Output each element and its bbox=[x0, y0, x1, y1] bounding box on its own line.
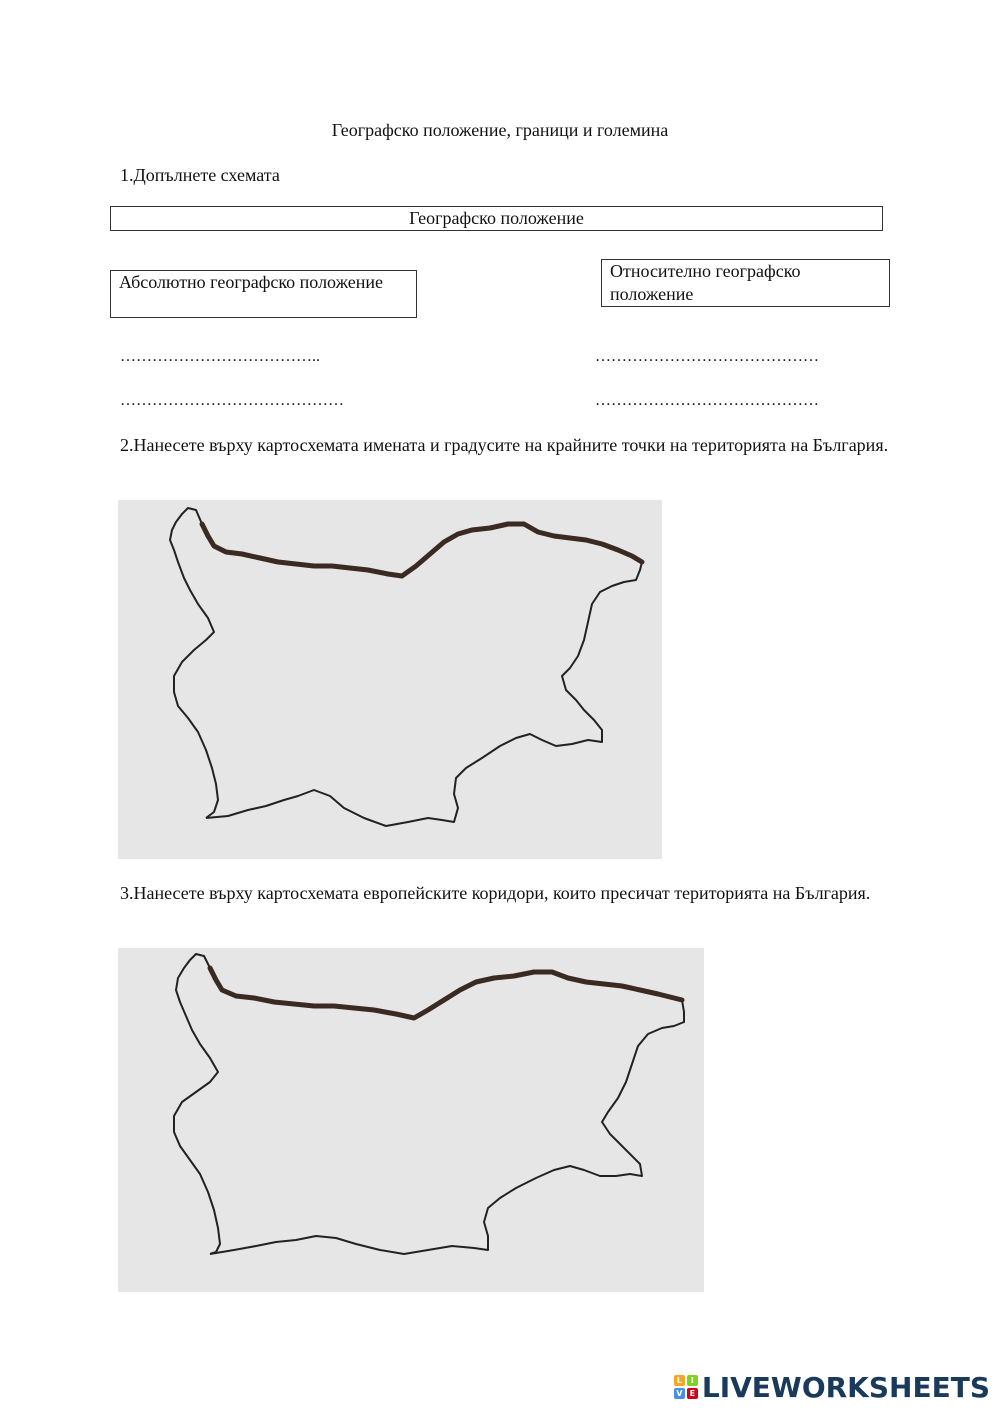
question-1: 1.Допълнете схемата bbox=[120, 165, 280, 185]
answer-line-left-1[interactable]: ……………………………….. bbox=[120, 348, 320, 365]
scheme-relative-box: Относително географско положение bbox=[601, 259, 890, 307]
question-3: 3.Нанесете върху картосхемата европейските коридори, които пресичат територията на България. bbox=[120, 883, 871, 903]
logo-mark-e: E bbox=[687, 1388, 698, 1399]
bulgaria-map-2[interactable] bbox=[118, 948, 704, 1292]
logo-mark-i: I bbox=[687, 1375, 698, 1386]
page-title: Географско положение, граници и големина bbox=[331, 120, 669, 140]
bulgaria-map-1[interactable] bbox=[118, 500, 662, 859]
logo-text: LIVEWORKSHEETS bbox=[701, 1370, 990, 1404]
logo-mark-l: L bbox=[674, 1375, 685, 1386]
answer-line-right-1[interactable]: …………………………………… bbox=[595, 348, 819, 365]
logo-mark-v: V bbox=[674, 1388, 685, 1399]
bulgaria-outline-2 bbox=[118, 948, 704, 1292]
scheme-absolute-box: Абсолютно географско положение bbox=[110, 270, 417, 318]
question-2: 2.Нанесете върху картосхемата имената и градусите на крайните точки на територията на България. bbox=[120, 435, 889, 455]
scheme-main-box: Географско положение bbox=[110, 206, 883, 231]
bulgaria-outline-1 bbox=[118, 500, 662, 859]
answer-line-left-2[interactable]: …………………………………… bbox=[120, 392, 344, 409]
liveworksheets-mark-icon bbox=[674, 1375, 698, 1399]
answer-line-right-2[interactable]: …………………………………… bbox=[595, 392, 819, 409]
liveworksheets-logo bbox=[674, 1369, 990, 1405]
